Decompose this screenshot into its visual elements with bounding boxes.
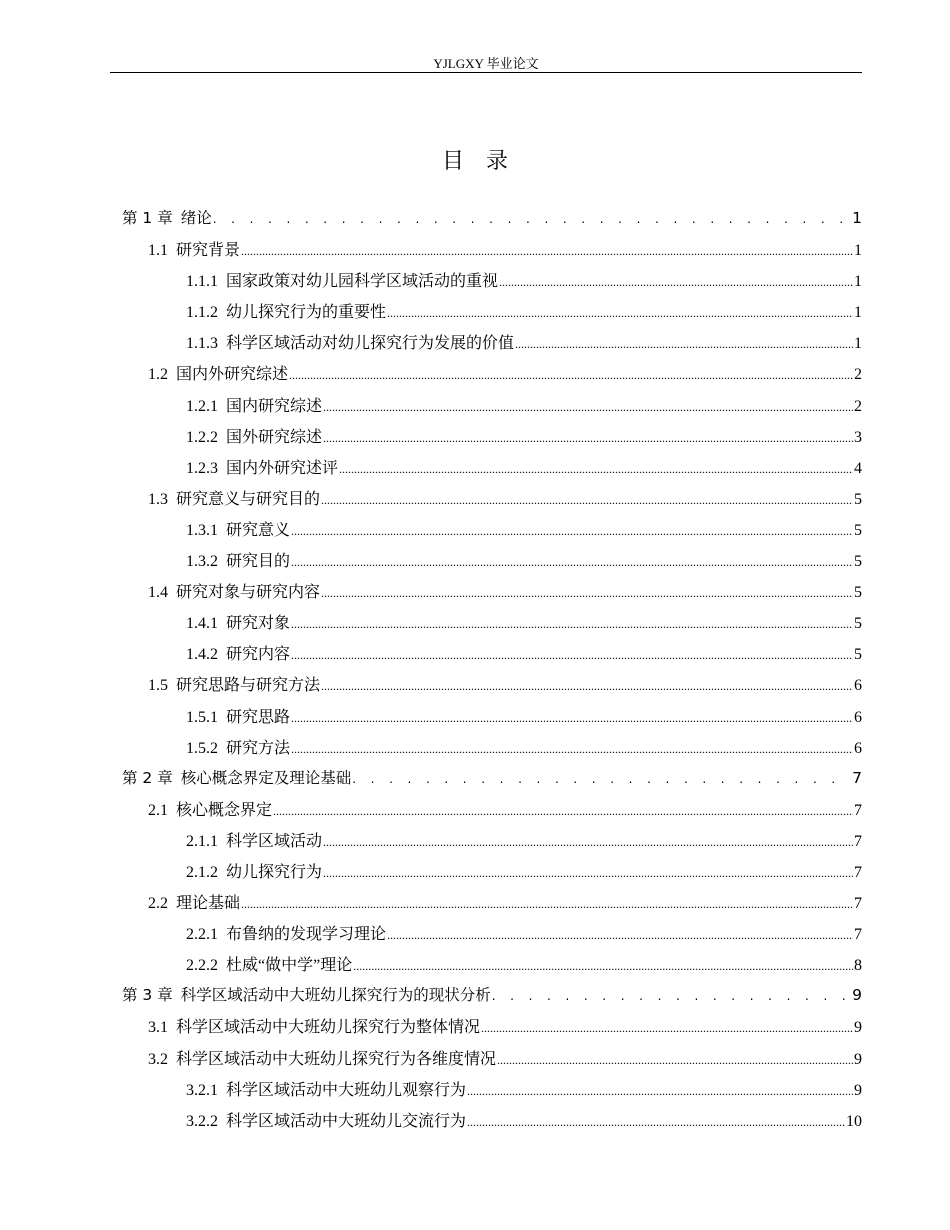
toc-entry[interactable] [122, 766, 862, 797]
toc-entry-page: 5 [854, 584, 862, 602]
toc-entry-number: 1.5.2 [186, 739, 218, 757]
toc-entry-title: 研究目的 [226, 553, 291, 571]
toc-dot-leader [291, 522, 853, 540]
toc-dot-leader [291, 615, 853, 633]
toc-dot-leader [352, 769, 851, 787]
toc-entry-title: 国内外研究述评 [226, 459, 339, 477]
toc-entry-number: 1.3.2 [186, 553, 218, 571]
toc-entry-page: 5 [854, 615, 862, 633]
toc-entry-number: 1.3 [148, 490, 168, 508]
toc-entry-title: 研究内容 [226, 646, 291, 664]
toc-entry-title: 科学区域活动对幼儿探究行为发展的价值 [226, 335, 515, 353]
toc-entry-number: 第 2 章 [122, 768, 173, 787]
toc-entry-title: 杜威“做中学”理论 [226, 957, 353, 975]
toc-entry-title: 研究方法 [226, 739, 291, 757]
toc-entry-page: 9 [854, 1081, 862, 1099]
toc-entry-title: 研究对象 [226, 615, 291, 633]
toc-entry[interactable] [122, 610, 862, 641]
toc-entry-number: 3.2.1 [186, 1081, 218, 1099]
table-of-contents [122, 206, 862, 1139]
toc-entry-number: 2.1.2 [186, 863, 218, 881]
toc-entry-number: 1.4.2 [186, 646, 218, 664]
toc-entry[interactable] [122, 330, 862, 361]
toc-entry-page: 7 [854, 801, 862, 819]
toc-entry[interactable] [122, 704, 862, 735]
toc-entry-title: 核心概念界定及理论基础 [180, 768, 352, 787]
toc-dot-leader [241, 242, 853, 260]
toc-entry-page: 1 [854, 304, 862, 322]
toc-entry-number: 1.1 [148, 242, 168, 260]
toc-dot-leader [353, 957, 853, 975]
toc-entry-page: 5 [854, 490, 862, 508]
toc-entry-title: 研究对象与研究内容 [176, 584, 321, 602]
toc-dot-leader [291, 740, 853, 758]
toc-entry[interactable] [122, 1077, 862, 1108]
toc-entry-number: 2.2.1 [186, 926, 218, 944]
toc-entry-number: 1.2.1 [186, 397, 218, 415]
toc-entry-number: 1.1.2 [186, 304, 218, 322]
toc-entry-number: 2.1.1 [186, 832, 218, 850]
toc-entry-title: 理论基础 [176, 895, 241, 913]
toc-entry-number: 1.2.2 [186, 428, 218, 446]
toc-entry[interactable] [122, 361, 862, 392]
toc-dot-leader [467, 1082, 853, 1100]
toc-dot-leader [291, 709, 853, 727]
toc-entry-title: 科学区域活动中大班幼儿探究行为各维度情况 [176, 1050, 497, 1068]
toc-entry-number: 2.2 [148, 895, 168, 913]
toc-entry[interactable] [122, 1014, 862, 1045]
toc-dot-leader [321, 677, 853, 695]
toc-entry-page: 2 [854, 397, 862, 415]
toc-entry-number: 1.2 [148, 366, 168, 384]
toc-entry-page: 8 [854, 957, 862, 975]
toc-entry[interactable] [122, 579, 862, 610]
toc-entry-page: 7 [852, 768, 862, 787]
toc-entry-number: 1.1.3 [186, 335, 218, 353]
toc-dot-leader [213, 209, 851, 227]
toc-dot-leader [291, 646, 853, 664]
toc-dot-leader [492, 986, 851, 1004]
toc-entry[interactable] [122, 672, 862, 703]
toc-dot-leader [339, 460, 853, 478]
toc-entry-title: 研究意义与研究目的 [176, 490, 321, 508]
toc-dot-leader [323, 398, 853, 416]
toc-entry-title: 科学区域活动中大班幼儿交流行为 [226, 1112, 467, 1130]
toc-entry-page: 7 [854, 926, 862, 944]
toc-entry-page: 9 [852, 986, 862, 1005]
toc-entry-number: 3.2.2 [186, 1112, 218, 1130]
toc-entry[interactable] [122, 237, 862, 268]
toc-dot-leader [273, 802, 853, 820]
toc-title: 目录 [441, 149, 530, 174]
toc-entry-number: 3.2 [148, 1050, 168, 1068]
toc-entry-title: 科学区域活动中大班幼儿观察行为 [226, 1081, 467, 1099]
toc-dot-leader [467, 1113, 845, 1131]
toc-entry-page: 9 [854, 1050, 862, 1068]
toc-entry-number: 1.1.1 [186, 273, 218, 291]
toc-entry-page: 5 [854, 521, 862, 539]
toc-entry[interactable] [122, 548, 862, 579]
toc-entry[interactable] [122, 890, 862, 921]
toc-entry-title: 科学区域活动中大班幼儿探究行为的现状分析 [180, 986, 491, 1005]
toc-entry-number: 2.1 [148, 801, 168, 819]
toc-entry-number: 第 3 章 [122, 986, 173, 1005]
toc-dot-leader [323, 833, 853, 851]
toc-entry[interactable] [122, 206, 862, 237]
toc-dot-leader [291, 553, 853, 571]
toc-entry[interactable] [122, 517, 862, 548]
toc-entry-title: 研究意义 [226, 521, 291, 539]
toc-entry-page: 3 [854, 428, 862, 446]
toc-entry-number: 2.2.2 [186, 957, 218, 975]
toc-entry-page: 2 [854, 366, 862, 384]
toc-entry[interactable] [122, 393, 862, 424]
toc-dot-leader [321, 491, 853, 509]
toc-entry-page: 6 [854, 677, 862, 695]
header-rule [110, 72, 862, 73]
toc-entry[interactable] [122, 983, 862, 1014]
toc-entry[interactable] [122, 859, 862, 890]
toc-entry-page: 5 [854, 646, 862, 664]
toc-dot-leader [241, 895, 853, 913]
toc-entry-page: 7 [854, 832, 862, 850]
toc-entry[interactable] [122, 952, 862, 983]
toc-entry-title: 幼儿探究行为 [226, 863, 323, 881]
toc-entry[interactable] [122, 268, 862, 299]
toc-entry-page: 6 [854, 708, 862, 726]
toc-entry-title: 国内研究综述 [226, 397, 323, 415]
toc-entry-title: 幼儿探究行为的重要性 [226, 304, 387, 322]
toc-entry-number: 1.3.1 [186, 521, 218, 539]
toc-entry-title: 布鲁纳的发现学习理论 [226, 926, 387, 944]
toc-entry-title: 核心概念界定 [176, 801, 273, 819]
toc-entry[interactable] [122, 797, 862, 828]
toc-dot-leader [289, 366, 853, 384]
toc-entry-page: 4 [854, 459, 862, 477]
toc-entry-title: 研究背景 [176, 242, 241, 260]
toc-entry-page: 7 [854, 895, 862, 913]
toc-entry-title: 国内外研究综述 [176, 366, 289, 384]
toc-entry-title: 国家政策对幼儿园科学区域活动的重视 [226, 273, 499, 291]
toc-entry[interactable] [122, 641, 862, 672]
toc-entry-page: 1 [854, 273, 862, 291]
toc-dot-leader [323, 864, 853, 882]
page-header: YJLGXY 毕业论文 [433, 56, 539, 71]
toc-entry-page: 1 [854, 242, 862, 260]
toc-dot-leader [481, 1019, 853, 1037]
toc-entry-number: 1.4 [148, 584, 168, 602]
toc-entry-page: 1 [852, 209, 862, 227]
toc-entry[interactable] [122, 299, 862, 330]
toc-entry-title: 研究思路 [226, 708, 291, 726]
toc-entry-page: 7 [854, 863, 862, 881]
toc-entry-title: 国外研究综述 [226, 428, 323, 446]
toc-dot-leader [387, 304, 853, 322]
toc-entry-number: 3.1 [148, 1019, 168, 1037]
toc-entry[interactable] [122, 828, 862, 859]
toc-entry[interactable] [122, 455, 862, 486]
toc-entry-number: 1.2.3 [186, 459, 218, 477]
toc-entry-title: 绪论 [180, 209, 212, 227]
toc-entry-number: 1.5.1 [186, 708, 218, 726]
toc-entry[interactable] [122, 1108, 862, 1139]
toc-entry[interactable] [122, 921, 862, 952]
toc-entry[interactable] [122, 1046, 862, 1077]
toc-entry-page: 5 [854, 553, 862, 571]
toc-dot-leader [499, 273, 853, 291]
toc-entry-title: 研究思路与研究方法 [176, 677, 321, 695]
toc-entry-number: 1.4.1 [186, 615, 218, 633]
toc-dot-leader [323, 429, 853, 447]
toc-entry-page: 10 [846, 1112, 862, 1130]
toc-entry-title: 科学区域活动中大班幼儿探究行为整体情况 [176, 1019, 481, 1037]
toc-entry[interactable] [122, 486, 862, 517]
toc-entry[interactable] [122, 424, 862, 455]
toc-entry-number: 第 1 章 [122, 209, 173, 227]
toc-dot-leader [387, 926, 853, 944]
toc-entry-page: 9 [854, 1019, 862, 1037]
toc-dot-leader [321, 584, 853, 602]
toc-entry-page: 1 [854, 335, 862, 353]
toc-entry-number: 1.5 [148, 677, 168, 695]
toc-entry-page: 6 [854, 739, 862, 757]
toc-dot-leader [497, 1051, 853, 1069]
toc-entry-title: 科学区域活动 [226, 832, 323, 850]
toc-dot-leader [515, 335, 853, 353]
toc-entry[interactable] [122, 735, 862, 766]
